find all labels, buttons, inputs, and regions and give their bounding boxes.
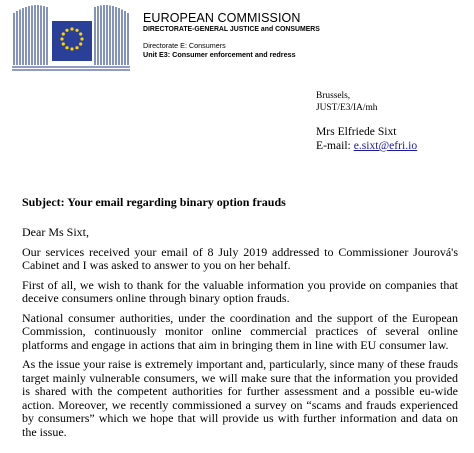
email-link[interactable]: e.sixt@efri.io <box>353 139 418 152</box>
european-commission-logo <box>12 3 134 73</box>
city: Brussels, <box>316 91 351 101</box>
letterhead <box>143 11 320 59</box>
salutation: Dear Ms Sixt, <box>22 225 89 239</box>
recipient-name: Mrs Elfriede Sixt <box>316 125 397 138</box>
paragraph: First of all, we wish to thank for the valuable information you provide on companies that deceive consumers online through binary option frauds. <box>22 277 458 305</box>
letter-body <box>22 226 458 445</box>
paragraph: As the issue your raise is extremely important and, particularly, since many of these frauds target mainly vulnerable consumers, we will make sure that the information you provided is shared with the competent authorities for further assessment and a possible eu-wide action. Moreover, we recently commissioned a survey on “scams and frauds experienced by consumers” which we hope that will provide us with further information and data on the issue. <box>22 357 458 439</box>
dg-name: DIRECTORATE-GENERAL JUSTICE and CONSUMERS <box>143 26 320 33</box>
subject-line: Subject: Your email regarding binary option frauds <box>22 195 286 209</box>
place-block <box>316 90 377 114</box>
recipient-email-line <box>316 139 417 153</box>
reference-code: JUST/E3/IA/mh <box>316 103 378 113</box>
unit: Unit E3: Consumer enforcement and redress <box>143 50 296 59</box>
paragraph: National consumer authorities, under the coordination and the support of the European Commission, continuously monitor online commercial practices of several online platforms and engage in actions that aim in bringing them in line with EU consumer law. <box>22 310 458 352</box>
recipient-block <box>316 125 417 153</box>
eu-flag-icon <box>52 21 92 61</box>
email-label: E-mail: <box>316 139 351 152</box>
org-name: EUROPEAN COMMISSION <box>143 11 301 25</box>
paragraph: Our services received your email of 8 July 2019 addressed to Commissioner Jourová's Cabinet and I was asked to answer to you on her behalf. <box>22 244 458 272</box>
directorate: Directorate E: Consumers <box>143 41 226 50</box>
